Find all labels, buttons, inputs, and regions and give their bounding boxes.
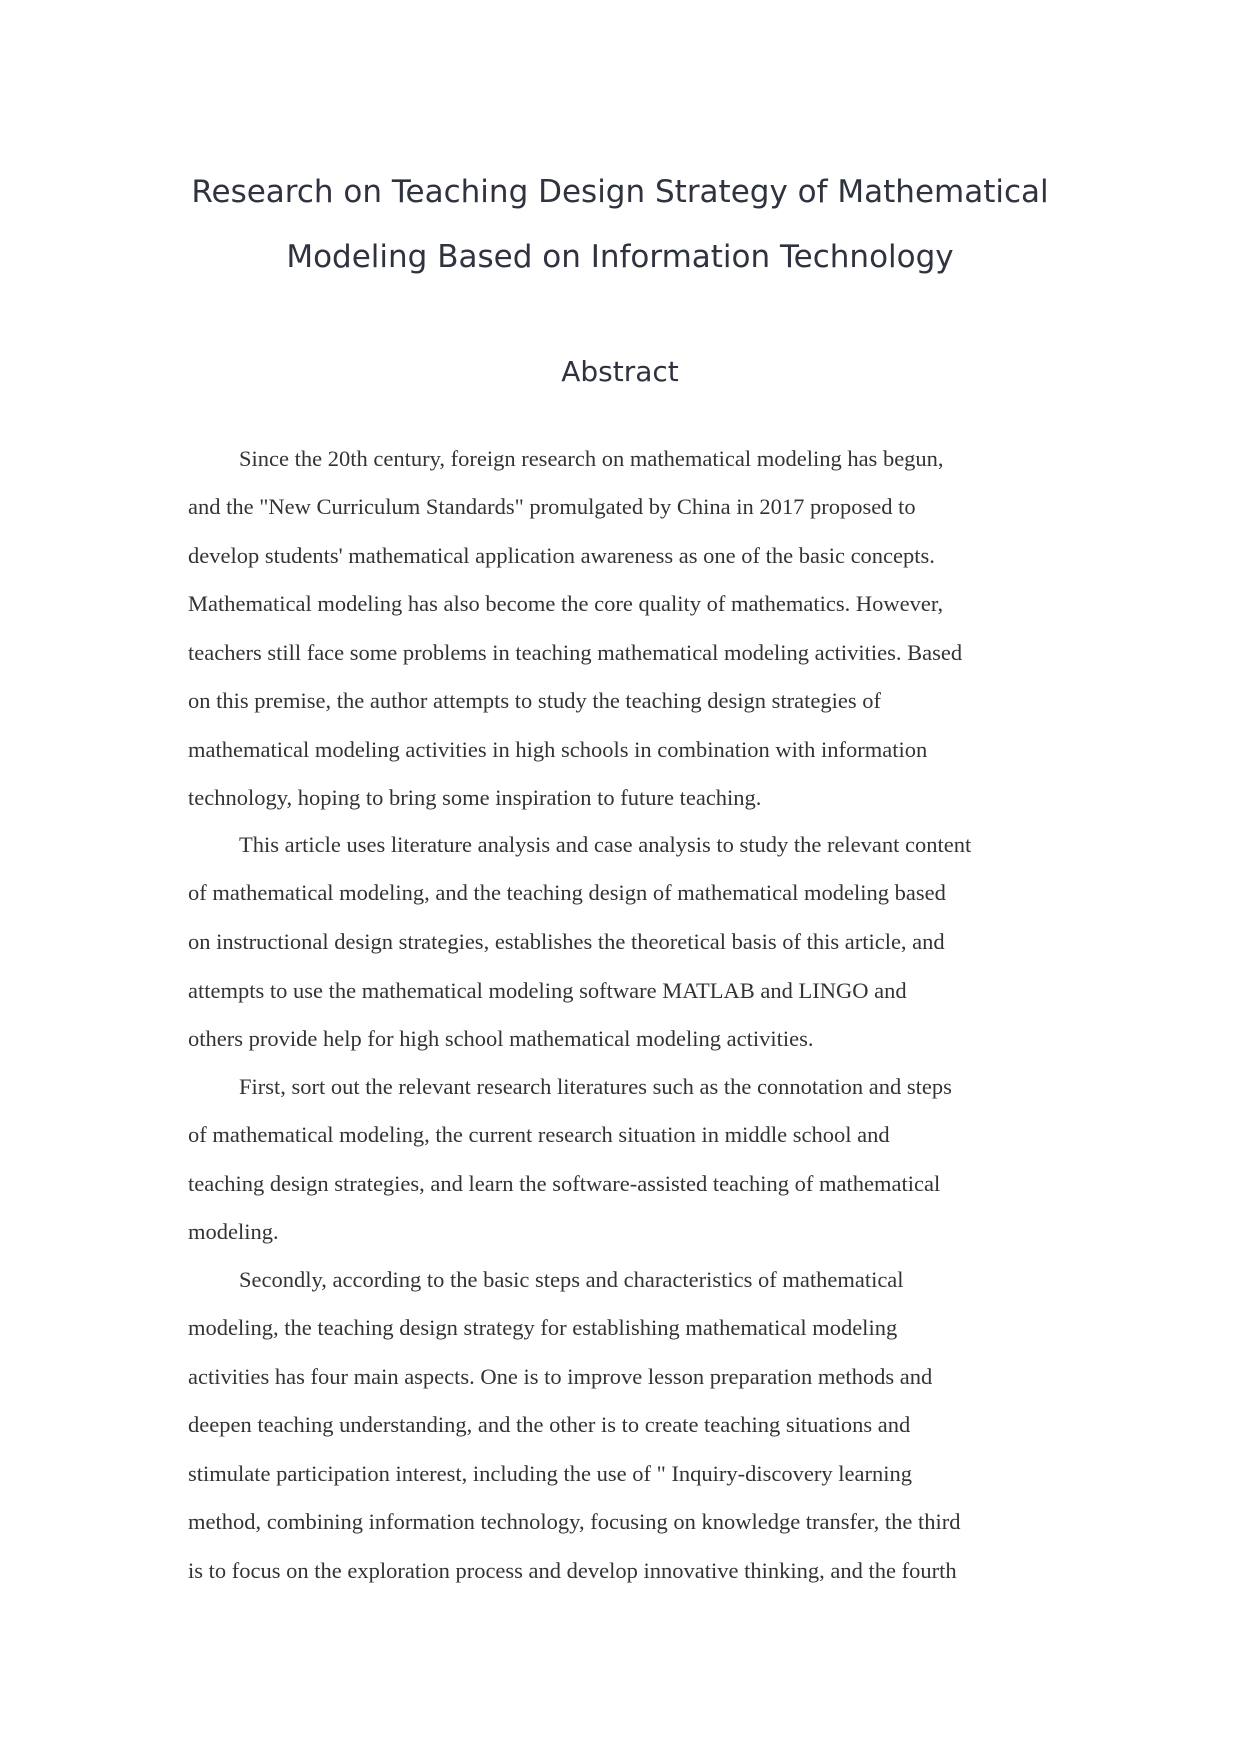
paper-title-line-2: Modeling Based on Information Technology bbox=[286, 239, 954, 275]
abstract-line: First, sort out the relevant research literatures such as the connotation and steps bbox=[239, 1074, 952, 1099]
abstract-line: modeling, the teaching design strategy for establishing mathematical modeling bbox=[188, 1315, 898, 1340]
abstract-line: of mathematical modeling, the current research situation in middle school and bbox=[188, 1122, 890, 1147]
abstract-line: deepen teaching understanding, and the other is to create teaching situations and bbox=[188, 1412, 911, 1437]
abstract-line: Mathematical modeling has also become the core quality of mathematics. However, bbox=[188, 591, 944, 616]
abstract-line: of mathematical modeling, and the teaching design of mathematical modeling based bbox=[188, 880, 946, 905]
abstract-line: attempts to use the mathematical modeling software MATLAB and LINGO and bbox=[188, 978, 907, 1003]
abstract-line: stimulate participation interest, including the use of " Inquiry-discovery learning bbox=[188, 1461, 912, 1486]
abstract-line: method, combining information technology, focusing on knowledge transfer, the third bbox=[188, 1509, 961, 1534]
abstract-line: develop students' mathematical application awareness as one of the basic concepts. bbox=[188, 543, 935, 568]
abstract-line: is to focus on the exploration process and develop innovative thinking, and the fourth bbox=[188, 1558, 957, 1583]
abstract-line: teachers still face some problems in teaching mathematical modeling activities. Based bbox=[188, 640, 963, 665]
abstract-line: This article uses literature analysis and case analysis to study the relevant content bbox=[239, 832, 972, 857]
abstract-line: on this premise, the author attempts to study the teaching design strategies of bbox=[188, 688, 881, 713]
abstract-line: Since the 20th century, foreign research on mathematical modeling has begun, bbox=[239, 446, 944, 471]
abstract-line: activities has four main aspects. One is to improve lesson preparation methods and bbox=[188, 1364, 933, 1389]
paper-title-line-1: Research on Teaching Design Strategy of Mathematical bbox=[191, 174, 1049, 210]
abstract-line: modeling. bbox=[188, 1219, 279, 1244]
abstract-line: teaching design strategies, and learn the software-assisted teaching of mathematical bbox=[188, 1171, 941, 1196]
abstract-heading: Abstract bbox=[561, 355, 679, 388]
abstract-line: others provide help for high school mathematical modeling activities. bbox=[188, 1026, 814, 1051]
abstract-line: and the "New Curriculum Standards" promulgated by China in 2017 proposed to bbox=[188, 494, 916, 519]
abstract-line: technology, hoping to bring some inspiration to future teaching. bbox=[188, 785, 762, 810]
abstract-line: on instructional design strategies, establishes the theoretical basis of this article, and bbox=[188, 929, 945, 954]
abstract-line: mathematical modeling activities in high schools in combination with information bbox=[188, 737, 928, 762]
abstract-line: Secondly, according to the basic steps and characteristics of mathematical bbox=[239, 1267, 904, 1292]
